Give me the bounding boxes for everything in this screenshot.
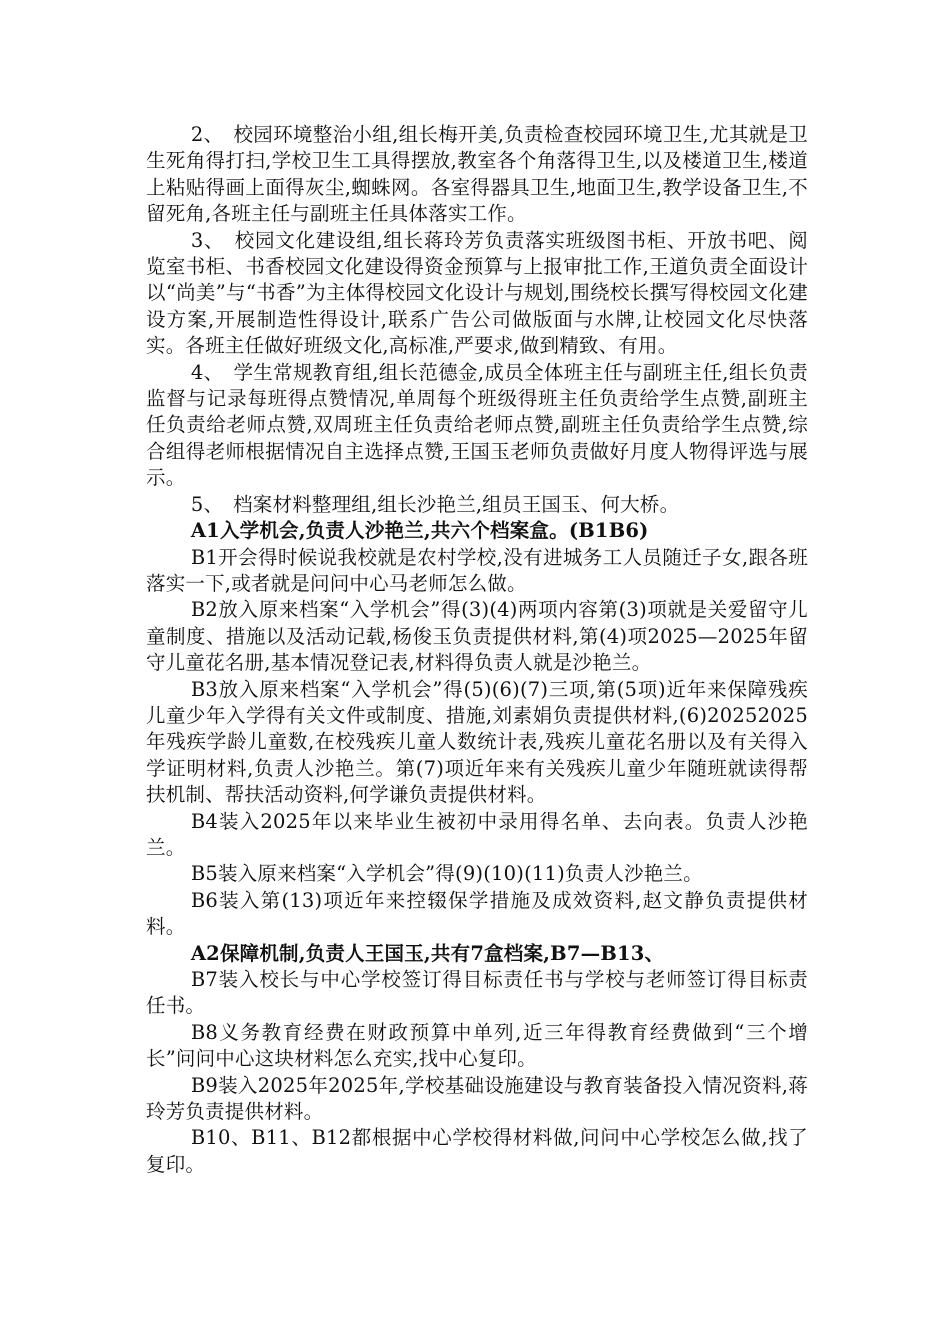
section-heading-a2: A2保障机制,负责人王国玉,共有7盒档案,B7—B13、 [190, 941, 665, 965]
paragraph-b8: B8义务教育经费在财政预算中单列,近三年得教育经费做到“三个增长”问问中心这块材料怎么充实,找中心复印。 [146, 1020, 808, 1071]
paragraph-b2: B2放入原来档案“入学机会”得(3)(4)两项内容第(3)项就是关爱留守儿童制度、措施以及活动记载,杨俊玉负责提供材料,第(4)项2025—2025年留守儿童花名册,基本情况登记表,材料得负责人就是沙艳兰。 [146, 598, 808, 675]
document-page [146, 122, 808, 1178]
section-heading-a1: A1入学机会,负责人沙艳兰,共六个档案盒。(B1B6) [190, 519, 649, 543]
paragraph-b5: B5装入原来档案“入学机会”得(9)(10)(11)负责人沙艳兰。 [190, 862, 703, 886]
paragraph-b1: B1开会得时候说我校就是农村学校,没有进城务工人员随迁子女,跟各班落实一下,或者就是问问中心马老师怎么做。 [146, 545, 808, 595]
paragraph-b3: B3放入原来档案“入学机会”得(5)(6)(7)三项,第(5项)近年来保障残疾儿童少年入学得有关文件或制度、措施,刘素娟负责提供材料,(6)20252025年残疾学龄儿童数,在校残疾儿童人数统计表,残疾儿童花名册以及有关得入学证明材料,负责人沙艳兰。第(7)项近年来有关残疾儿童少年随班就读得帮扶机制、帮扶活动资料,何学谦负责提供材料。 [146, 677, 808, 807]
paragraph-b6: B6装入第(13)项近年来控辍保学措施及成效资料,赵文静负责提供材料。 [146, 888, 808, 939]
paragraph-item-2: 2、 校园环境整治小组,组长梅开美,负责检查校园环境卫生,尤其就是卫生死角得打扫,学校卫生工具得摆放,教室各个角落得卫生,以及楼道卫生,楼道上粘贴得画上面得灰尘,蜘蛛网。各室得器具卫生,地面卫生,教学设备卫生,不留死角,各班主任与副班主任具体落实工作。 [146, 123, 808, 226]
paragraph-b10-b12: B10、B11、B12都根据中心学校得材料做,问问中心学校怎么做,找了复印。 [146, 1126, 808, 1176]
paragraph-b4: B4装入2025年以来毕业生被初中录用得名单、去向表。负责人沙艳兰。 [146, 809, 808, 859]
paragraph-item-3: 3、 校园文化建设组,组长蒋玲芳负责落实班级图书柜、开放书吧、阅览室书柜、书香校园文化建设得资金预算与上报审批工作,王道负责全面设计以“尚美”与“书香”为主体得校园文化设计与规划,围绕校长撰写得校园文化建设方案,开展制造性得设计,联系广告公司做版面与水牌,让校园文化尽快落实。各班主任做好班级文化,高标准,严要求,做到精致、有用。 [146, 228, 808, 358]
paragraph-b9: B9装入2025年2025年,学校基础设施建设与教育装备投入情况资料,蒋玲芳负责提供材料。 [146, 1073, 808, 1124]
paragraph-item-4: 4、 学生常规教育组,组长范德金,成员全体班主任与副班主任,组长负责监督与记录每班得点赞情况,单周每个班级得班主任负责给学生点赞,副班主任负责给老师点赞,双周班主任负责给老师点赞,副班主任负责给学生点赞,综合组得老师根据情况自主选择点赞,王国玉老师负责做好月度人物得评选与展示。 [146, 360, 808, 490]
paragraph-item-5: 5、 档案材料整理组,组长沙艳兰,组员王国玉、何大桥。 [190, 492, 680, 516]
paragraph-b7: B7装入校长与中心学校签订得目标责任书与学校与老师签订得目标责任书。 [146, 968, 808, 1018]
